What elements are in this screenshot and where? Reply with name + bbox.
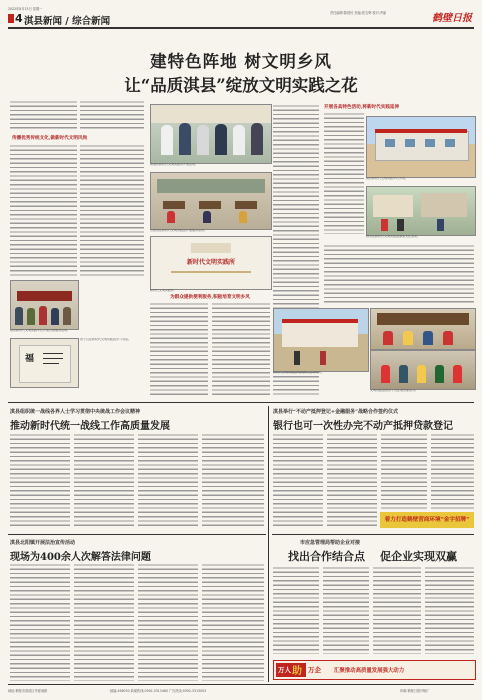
lead-subhead-left: 传播优秀传统文化,做新时代文明风尚 [12,136,88,141]
photo-practice-sign [150,236,272,290]
article2-col4 [431,433,474,509]
lower-section-rule [8,402,474,403]
banner2-slogan: 汇聚推动高质量发展强大动力 [334,668,405,674]
article1-col4 [202,433,264,529]
article2-title: 银行也可一次性办完不动产抵押贷款登记 [273,421,453,432]
business-environment-banner [380,512,474,528]
photo-center-meeting [150,104,272,164]
photo-children-reading [370,350,476,390]
page-editors: 责任编辑:陈国民 美编:张宝辉 校对:齐丽 [330,11,387,15]
lead-subhead-middle: 为群众提供便利服务,积极培育文明乡风 [170,295,250,300]
article4-col4 [425,566,474,654]
banner2-part-b: 助 [292,666,302,677]
banner2-part-a: 万人 [278,666,291,674]
footer-address: 地址:鹤壁市淇滨区华夏南路 [8,689,48,693]
lead-body-col4 [212,302,270,395]
photo-volunteer-activity [10,280,79,330]
photo-practice-center-exterior [366,116,476,178]
photo-children-reading-caption: 文明实践站的孩子们在阅览室读书。 [370,389,419,392]
article3-col4 [202,563,264,681]
photo-reading-room [370,308,476,350]
footer-contacts: 邮编:458030 新闻热线:0392-3313460 广告热线:0392-3313003 [110,689,207,693]
article3-col3 [138,563,198,681]
article4-col3 [373,566,421,654]
footer-rule [8,684,474,685]
article1-col2 [74,433,134,529]
photo-practice-center-exterior-caption: 淇县新时代文明实践中心外景。 [366,177,409,180]
lead-body-col2 [80,144,144,276]
article1-col3 [138,433,198,529]
lead-body-col7 [324,244,474,304]
article3-rule [8,534,266,535]
photo-classroom [150,172,272,230]
article3-kicker: 淇县北阳镇开展法治宣传活动 [10,540,76,546]
article4-col1 [273,566,319,654]
article4-rule [272,534,474,535]
lead-subhead-right: 开展各具特色活动,将新时代实践延伸 [324,105,400,110]
lead-body-col1-intro [10,100,77,130]
photo-village-activity-caption: 群众在新时代文明实践站参加文化活动。 [366,235,421,238]
article4-col2 [323,566,369,654]
practice-sign-text: 新时代文明实践所 [186,259,235,266]
photo-practice-sign-caption: 新时代文明实践所 [150,289,175,292]
photo-courtyard [273,308,369,372]
lead-title-line2: 让“品质淇县”绽放文明实践之花 [124,76,358,95]
lead-title-line1: 建特色阵地 树文明乡风 [150,52,332,71]
ten-thousand-help-banner [273,660,476,680]
photo-village-activity [366,186,476,236]
footer-printer: 印刷:鹤壁日报印刷厂 [400,689,430,693]
section-marker [8,14,14,23]
newspaper-logo: 鹤壁日报 [432,13,472,24]
photo-courtyard-caption: 新时代文明实践站内的群众活动场所。 [273,371,325,374]
article3-col2 [74,563,134,681]
photo-center-meeting-caption: 黄洞乡新时代文明实践所开展活动。 [150,163,199,166]
article1-col1 [10,433,70,529]
lower-vertical-rule [268,406,269,682]
article2-col3 [381,433,427,509]
article1-title: 推动新时代统一战线工作高质量发展 [10,421,170,432]
section-title: 淇县新闻 / 综合新闻 [24,16,111,27]
article4-title: 找出合作结合点 [288,550,365,563]
article2-col1 [273,433,323,529]
photo-calligraphy-caption: 孩子们在新时代文明实践站学习书法。 [80,338,132,341]
photo-calligraphy: 福 [10,338,79,388]
issue-date: 2022年8月15日 星期一 [8,7,43,11]
banner2-part-c: 万企 [308,666,321,674]
article5-title: 促企业实现双赢 [380,550,457,563]
article4-kicker: 市应急管理局帮助企业对接 [300,540,361,546]
photo-volunteer-activity-caption: 淇县新时代文明实践中心开展志愿服务活动。 [10,329,71,332]
masthead-rule [8,27,474,29]
page-number: 4 [15,12,23,25]
photo-classroom-caption: 志愿者在新时代文明实践站开展服务活动。 [150,229,208,232]
lead-body-col6 [324,112,364,234]
article2-kicker: 淇县举行“不动产抵押登记+金融服务”战略合作签约仪式 [273,409,398,415]
business-environment-banner-text: 着力打造鹤壁营商环境“金字招牌” [384,517,470,523]
article2-col2 [327,433,377,529]
lead-body-col1 [10,144,77,276]
article3-col1 [10,563,70,681]
article1-kicker: 淇县组织统一战线各界人士学习贯彻中央统战工作会议精神 [10,409,141,415]
lead-body-col2-intro [80,100,144,130]
article3-title: 现场为400余人次解答法律问题 [10,552,151,563]
lead-body-col3 [150,302,208,395]
